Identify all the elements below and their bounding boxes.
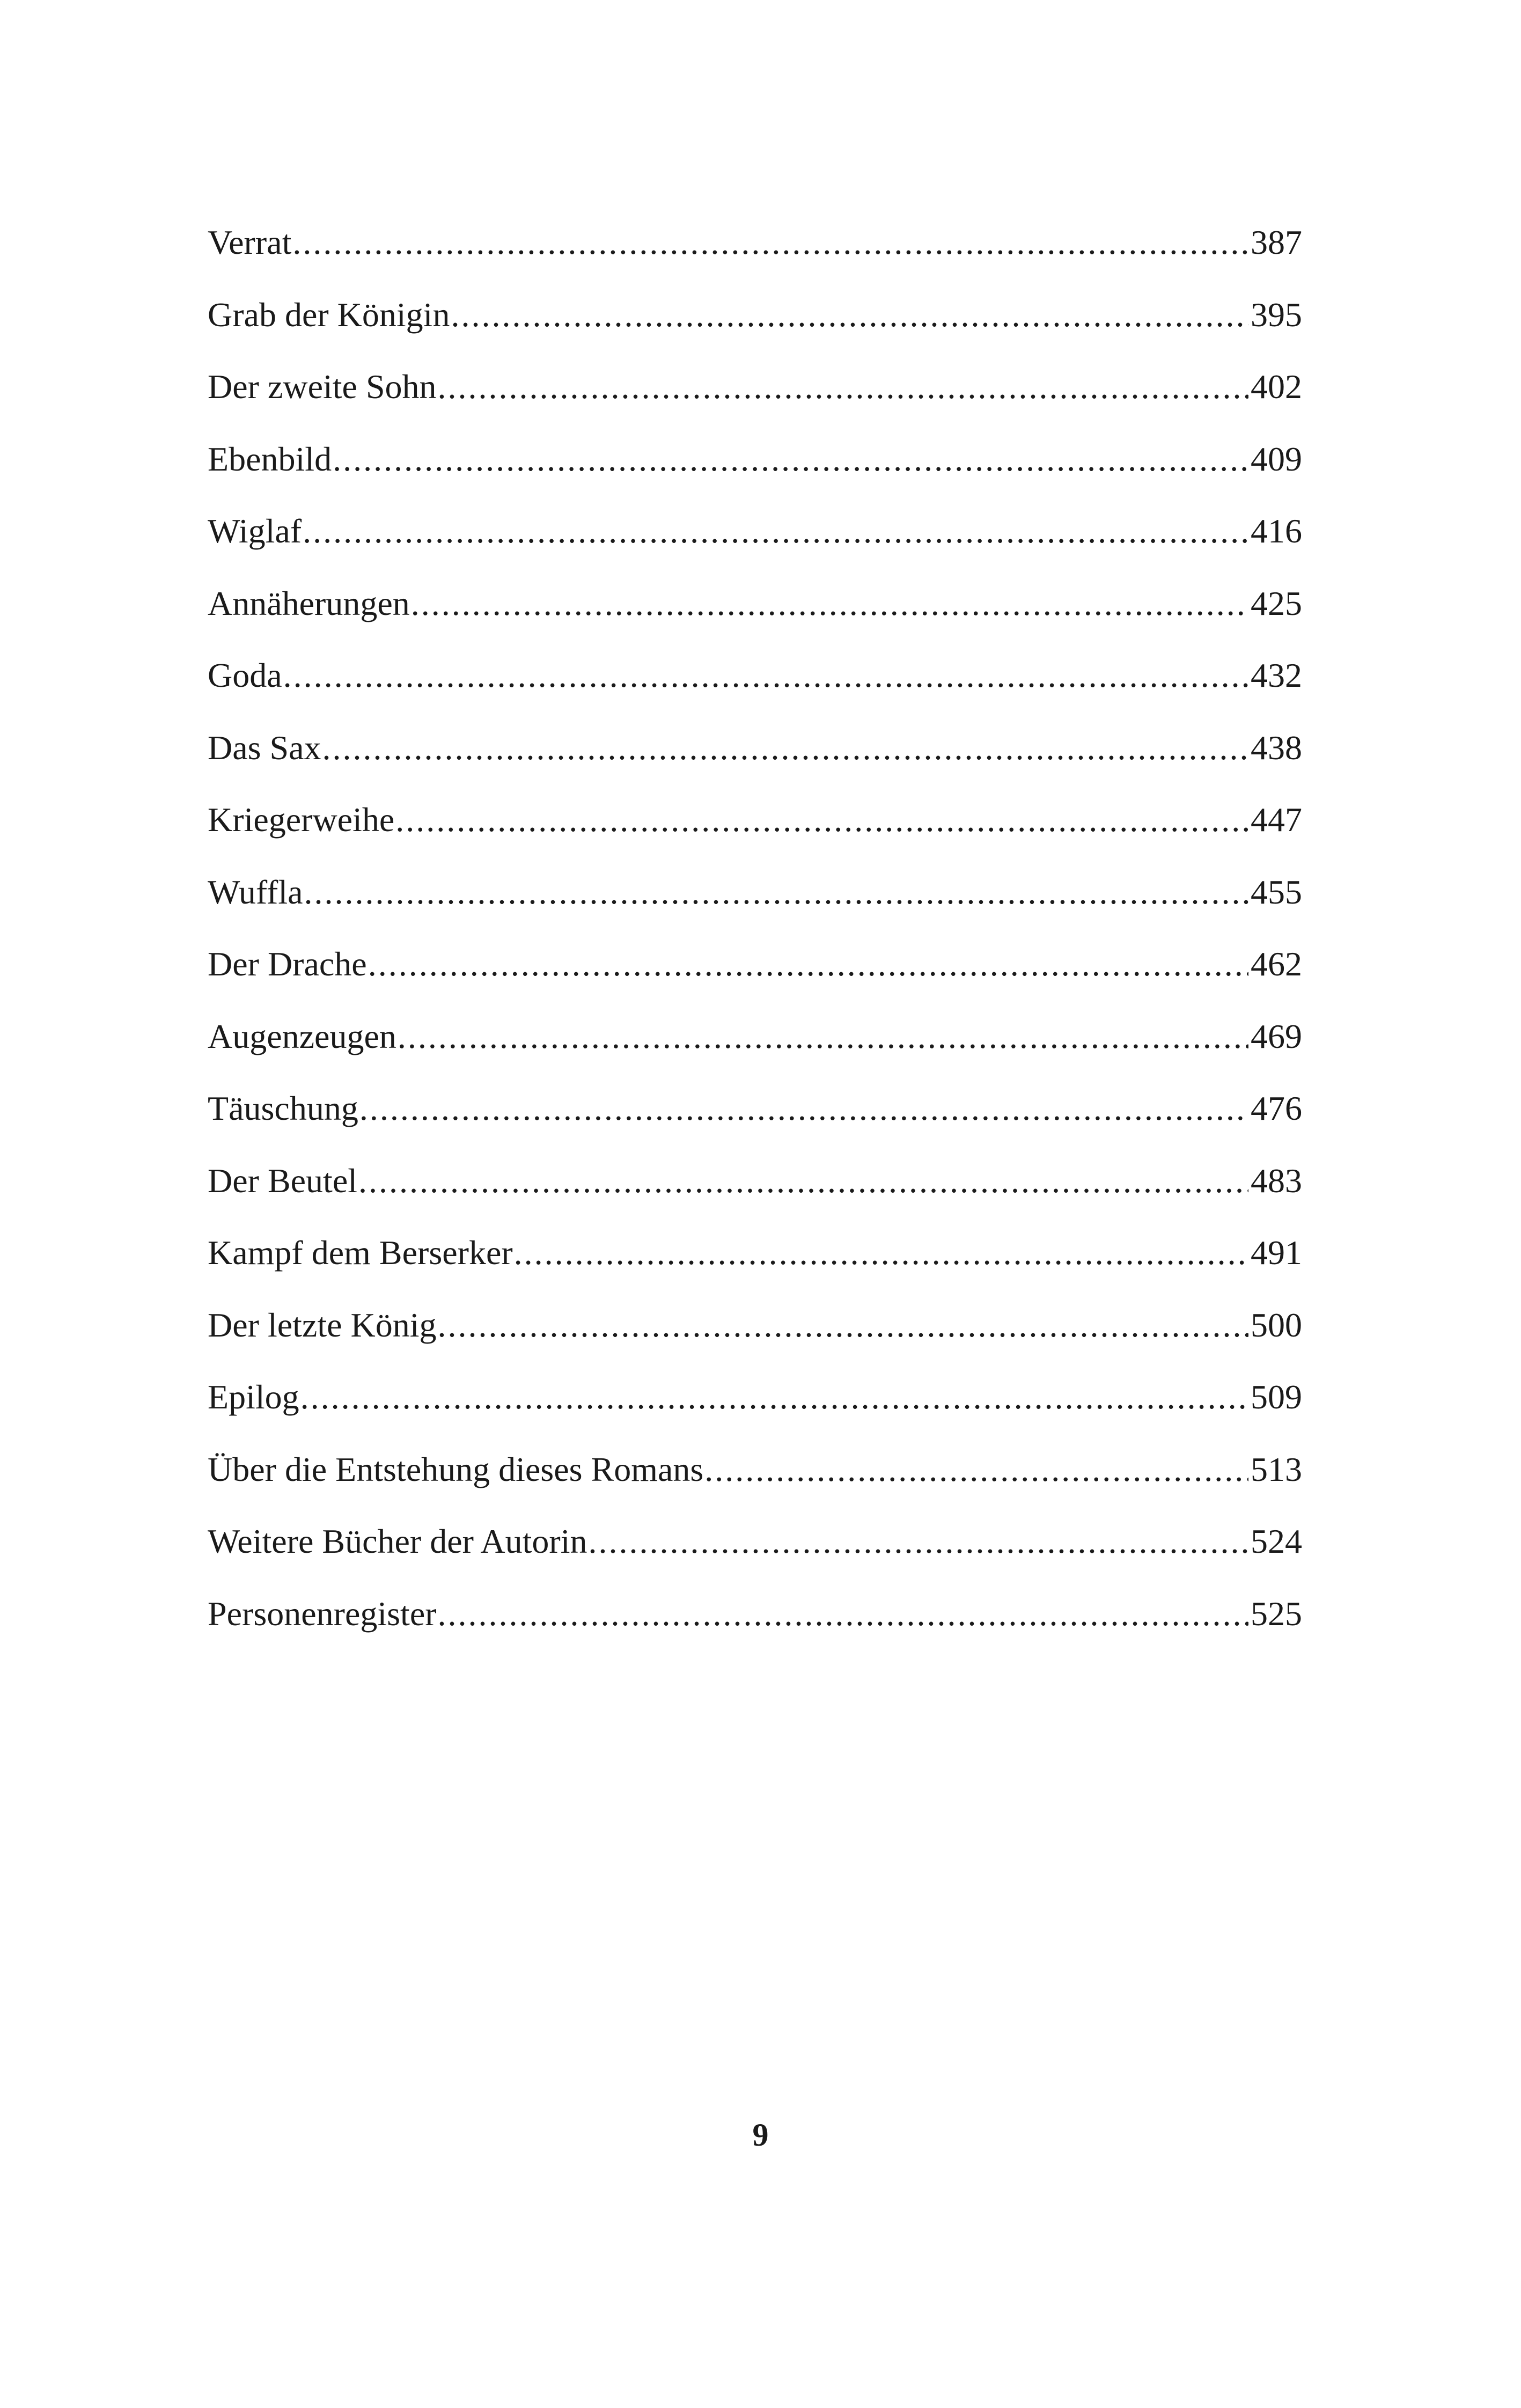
toc-dot-leader <box>398 1019 1248 1054</box>
toc-entry-title: Verrat <box>208 223 292 261</box>
toc-entry-page: 455 <box>1251 872 1302 911</box>
toc-dot-leader <box>303 514 1248 548</box>
toc-entry-title: Der Beutel <box>208 1161 357 1200</box>
toc-entry-page: 500 <box>1251 1305 1302 1344</box>
toc-entry-page: 395 <box>1251 295 1302 334</box>
toc-entry-title: Täuschung <box>208 1089 358 1127</box>
toc-entry-title: Augenzeugen <box>208 1017 396 1055</box>
toc-dot-leader <box>395 803 1248 837</box>
toc-entry-page: 402 <box>1251 368 1302 406</box>
toc-dot-leader <box>438 1597 1248 1631</box>
toc-dot-leader <box>438 1308 1249 1342</box>
toc-entry-title: Annäherungen <box>208 584 410 622</box>
toc-entry-page: 483 <box>1251 1161 1302 1200</box>
toc-entry <box>208 658 1302 731</box>
toc-entry-page: 476 <box>1251 1089 1302 1127</box>
toc-entry <box>208 1161 1302 1236</box>
toc-entry <box>208 1452 1302 1525</box>
toc-dot-leader <box>514 1236 1248 1270</box>
toc-entry-page: 447 <box>1251 801 1302 839</box>
toc-entry-page: 524 <box>1251 1522 1302 1560</box>
toc-entry-title: Kriegerweihe <box>208 801 395 839</box>
toc-entry-page: 438 <box>1251 728 1302 767</box>
toc-entry-page: 509 <box>1251 1378 1302 1416</box>
toc-entry-title: Das Sax <box>208 728 321 767</box>
toc-dot-leader <box>333 442 1248 476</box>
toc-entry <box>208 1019 1302 1092</box>
toc-entry-page: 425 <box>1251 584 1302 622</box>
toc-entry <box>208 803 1302 875</box>
toc-entry-title: Wuffla <box>208 872 303 911</box>
toc-entry-page: 416 <box>1251 512 1302 550</box>
toc-entry-title: Ebenbild <box>208 439 332 478</box>
toc-dot-leader <box>588 1524 1248 1559</box>
toc-entry <box>208 1380 1302 1452</box>
toc-entry <box>208 370 1302 442</box>
table-of-contents <box>208 225 1302 1669</box>
toc-entry-title: Personenregister <box>208 1594 437 1633</box>
toc-dot-leader <box>368 947 1248 981</box>
toc-entry-title: Wiglaf <box>208 512 302 550</box>
toc-dot-leader <box>322 731 1248 765</box>
toc-dot-leader <box>292 225 1248 260</box>
toc-dot-leader <box>704 1452 1248 1487</box>
toc-dot-leader <box>359 1091 1248 1126</box>
toc-entry <box>208 1305 1302 1381</box>
toc-entry-page: 387 <box>1251 223 1302 261</box>
toc-entry <box>208 728 1302 803</box>
toc-entry-title: Kampf dem Berserker <box>208 1234 513 1272</box>
toc-entry-page: 462 <box>1251 945 1302 983</box>
toc-entry <box>208 439 1302 515</box>
toc-dot-leader <box>283 658 1248 693</box>
toc-entry-title: Weitere Bücher der Autorin <box>208 1522 587 1560</box>
toc-entry-title: Der Drache <box>208 945 367 983</box>
toc-entry-title: Der zweite Sohn <box>208 368 437 406</box>
toc-entry <box>208 586 1302 659</box>
toc-entry <box>208 947 1302 1019</box>
toc-entry-page: 525 <box>1251 1594 1302 1633</box>
toc-entry <box>208 295 1302 370</box>
toc-entry-page: 409 <box>1251 439 1302 478</box>
toc-entry-title: Der letzte König <box>208 1305 437 1344</box>
toc-dot-leader <box>304 875 1249 909</box>
toc-entry-page: 469 <box>1251 1017 1302 1055</box>
toc-entry-title: Epilog <box>208 1378 299 1416</box>
toc-entry-page: 432 <box>1251 656 1302 694</box>
toc-entry <box>208 225 1302 298</box>
toc-entry <box>208 1091 1302 1164</box>
toc-entry <box>208 872 1302 948</box>
toc-entry <box>208 1236 1302 1308</box>
toc-entry-page: 491 <box>1251 1234 1302 1272</box>
toc-entry <box>208 1524 1302 1597</box>
toc-dot-leader <box>358 1164 1248 1198</box>
toc-dot-leader <box>300 1380 1248 1414</box>
toc-dot-leader <box>411 586 1248 621</box>
toc-dot-leader <box>451 298 1248 332</box>
toc-entry <box>208 514 1302 586</box>
toc-entry-title: Grab der Königin <box>208 295 450 334</box>
toc-entry-page: 513 <box>1251 1450 1302 1488</box>
toc-entry <box>208 1594 1302 1669</box>
toc-entry-title: Über die Entstehung dieses Romans <box>208 1450 704 1488</box>
toc-dot-leader <box>438 370 1248 404</box>
page-number: 9 <box>752 2117 769 2153</box>
toc-entry-title: Goda <box>208 656 282 694</box>
